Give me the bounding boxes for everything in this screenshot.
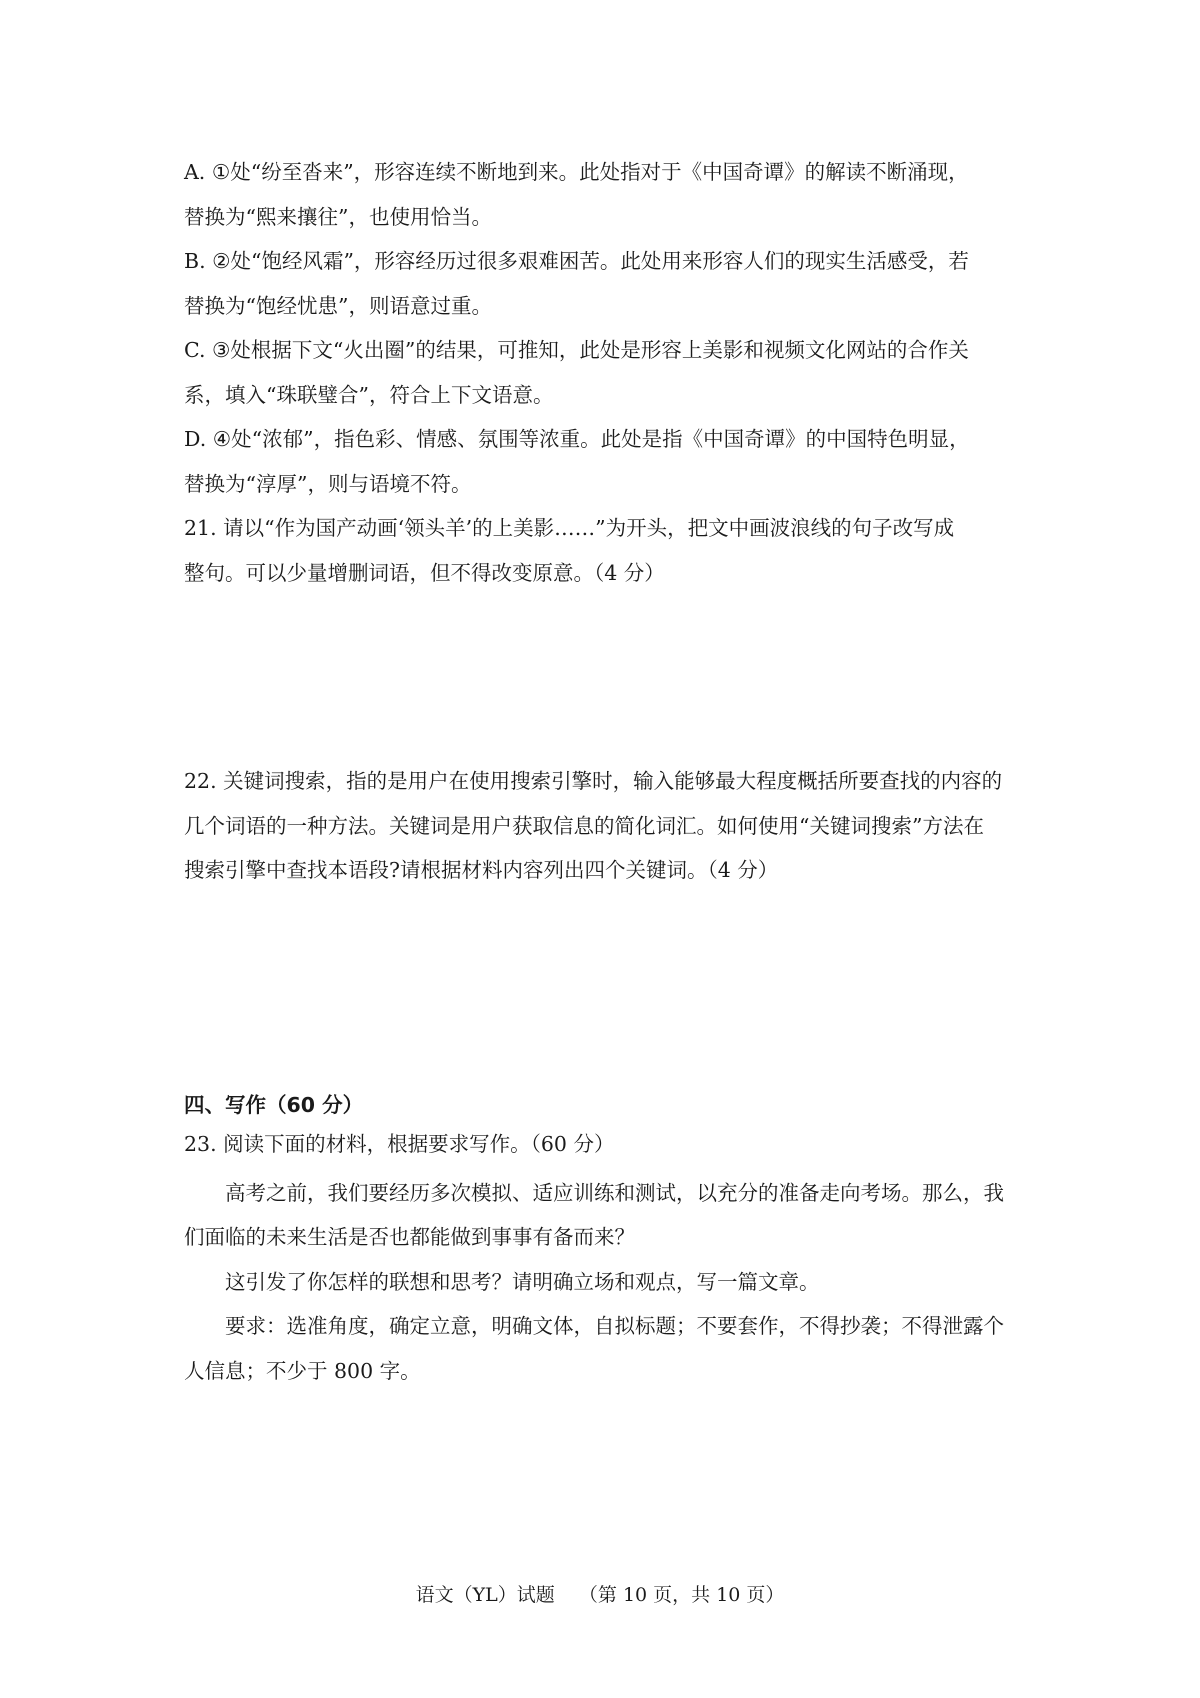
requirements-line-1: 要求：选准角度，确定立意，明确文体，自拟标题；不要套作，不得抄袭；不得泄露个: [225, 1314, 1004, 1338]
question-21-line-2: 整句。可以少量增删词语，但不得改变原意。（4 分）: [184, 560, 665, 585]
question-23: [184, 1123, 1024, 1394]
section-4-heading: 四、写作（60 分）: [184, 1092, 364, 1117]
question-21: [184, 506, 1024, 595]
question-22-line-3: 搜索引擎中查找本语段?请根据材料内容列出四个关键词。（4 分）: [184, 858, 779, 882]
option-a-line-2: 替换为“熙来攘往”，也使用恰当。: [184, 204, 492, 229]
material-line-2: 们面临的未来生活是否也都能做到事事有备而来？: [184, 1225, 635, 1249]
question-23-prompt: 23. 阅读下面的材料，根据要求写作。（60 分）: [184, 1131, 615, 1156]
footer-page-info: （第 10 页，共 10 页）: [578, 1584, 785, 1606]
question-22-line-2: 几个词语的一种方法。关键词是用户获取信息的简化词汇。如何使用“关键词搜索”方法在: [184, 813, 984, 838]
option-a-line-1: A. ①处“纷至沓来”，形容连续不断地到来。此处指对于《中国奇谭》的解读不断涌现，: [184, 160, 969, 184]
page-footer: [0, 1583, 1200, 1607]
question-20-options: [184, 150, 1024, 506]
question-23-material: [184, 1171, 1024, 1394]
question-22-line-1: 22. 关键词搜索，指的是用户在使用搜索引擎时，输入能够最大程度概括所要查找的内容的: [184, 769, 1003, 793]
option-c-line-1: C. ③处根据下文“火出圈”的结果，可推知，此处是形容上美影和视频文化网站的合作关: [184, 338, 969, 362]
option-b-line-1: B. ②处“饱经风霜”，形容经历过很多艰难困苦。此处用来形容人们的现实生活感受，若: [184, 249, 969, 273]
requirements-line-2: 人信息；不少于 800 字。: [184, 1358, 421, 1383]
option-d-line-2: 替换为“淳厚”，则与语境不符。: [184, 471, 472, 496]
footer-subject: 语文（YL）试题: [415, 1584, 555, 1606]
option-c-line-2: 系，填入“珠联璧合”，符合上下文语意。: [184, 382, 554, 407]
material-line-1: 高考之前，我们要经历多次模拟、适应训练和测试，以充分的准备走向考场。那么，我: [225, 1180, 1004, 1205]
writing-task: 这引发了你怎样的联想和思考？请明确立场和观点，写一篇文章。: [225, 1269, 820, 1294]
question-21-line-1: 21. 请以“作为国产动画‘领头羊’的上美影……”为开头，把文中画波浪线的句子改写成: [184, 516, 955, 540]
question-22: [184, 759, 1024, 893]
option-b-line-2: 替换为“饱经忧患”，则语意过重。: [184, 293, 492, 318]
page-content: [184, 150, 1024, 1393]
option-d-line-1: D. ④处“浓郁”，指色彩、情感、氛围等浓重。此处是指《中国奇谭》的中国特色明显，: [184, 427, 970, 451]
